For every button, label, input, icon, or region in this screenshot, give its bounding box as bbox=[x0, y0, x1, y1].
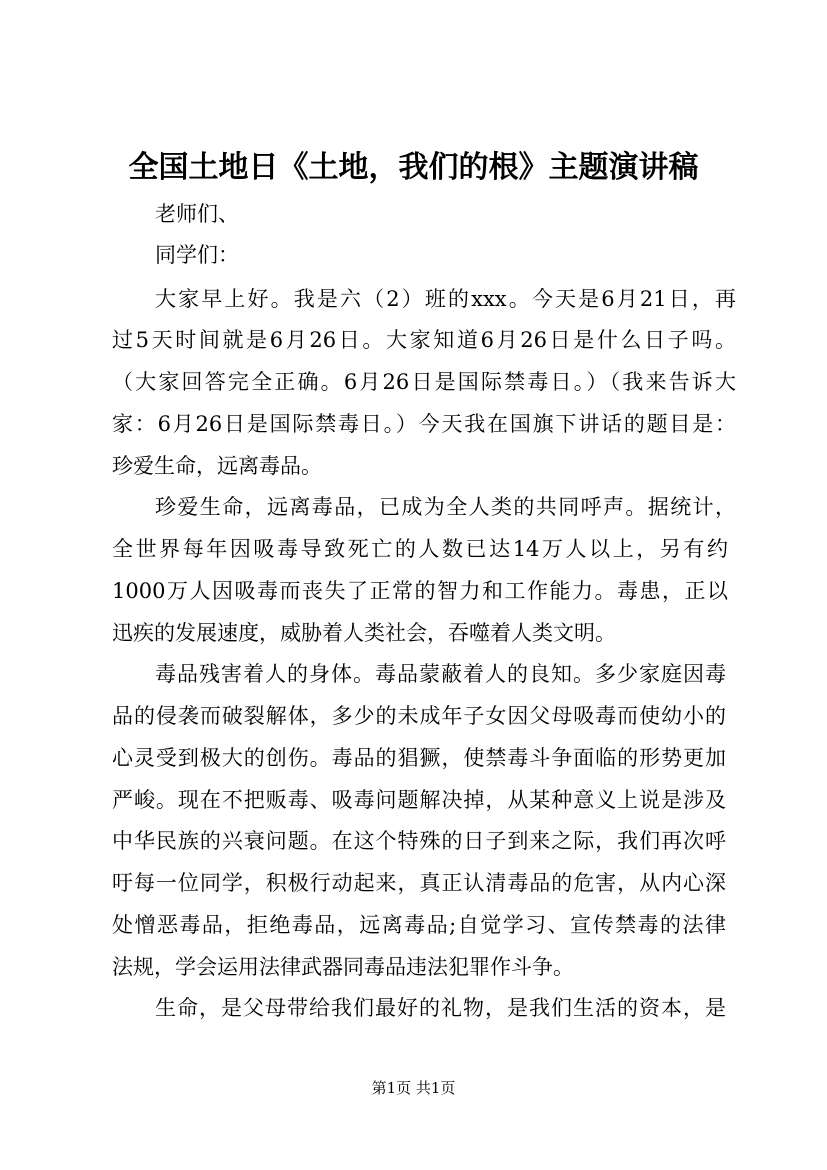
paragraph-line: 心灵受到极大的创伤。毒品的猖獗，使禁毒斗争面临的形势更加 bbox=[112, 746, 726, 770]
paragraph-line: 法规，学会运用法律武器同毒品违法犯罪作斗争。 bbox=[112, 955, 574, 979]
paragraph-line: 大家早上好。我是六（2）班的xxx。今天是6月21日，再 bbox=[155, 287, 736, 311]
document-title: 全国土地日《土地，我们的根》主题演讲稿 bbox=[128, 150, 699, 185]
paragraph-line: 1000万人因吸毒而丧失了正常的智力和工作能力。毒患，正以 bbox=[112, 579, 728, 603]
paragraph-line: （大家回答完全正确。6月26日是国际禁毒日。）（我来告诉大 bbox=[112, 370, 736, 394]
paragraph-line: 生命，是父母带给我们最好的礼物，是我们生活的资本，是 bbox=[155, 996, 726, 1020]
paragraph-line: 处憎恶毒品，拒绝毒品，远离毒品;自觉学习、宣传禁毒的法律 bbox=[112, 913, 726, 937]
paragraph-line: 毒品残害着人的身体。毒品蒙蔽着人的良知。多少家庭因毒 bbox=[155, 662, 726, 686]
page-number-footer: 第1页 共1页 bbox=[371, 1079, 456, 1097]
paragraph-line: 过5天时间就是6月26日。大家知道6月26日是什么日子吗。 bbox=[112, 328, 736, 352]
salutation-students: 同学们： bbox=[155, 243, 239, 267]
paragraph-line: 家：6月26日是国际禁毒日。）今天我在国旗下讲话的题目是： bbox=[112, 412, 736, 436]
salutation-teachers: 老师们、 bbox=[155, 202, 239, 226]
paragraph-line: 严峻。现在不把贩毒、吸毒问题解决掉，从某种意义上说是涉及 bbox=[112, 788, 726, 812]
paragraph-line: 珍爱生命，远离毒品。 bbox=[112, 454, 322, 478]
paragraph-line: 品的侵袭而破裂解体，多少的未成年子女因父母吸毒而使幼小的 bbox=[112, 704, 726, 728]
paragraph-line: 珍爱生命，远离毒品，已成为全人类的共同呼声。据统计， bbox=[155, 495, 736, 519]
paragraph-line: 全世界每年因吸毒导致死亡的人数已达14万人以上，另有约 bbox=[112, 537, 728, 561]
paragraph-line: 中华民族的兴衰问题。在这个特殊的日子到来之际，我们再次呼 bbox=[112, 829, 726, 853]
paragraph-line: 吁每一位同学，积极行动起来，真正认清毒品的危害，从内心深 bbox=[112, 871, 726, 895]
paragraph-line: 迅疾的发展速度，威胁着人类社会，吞噬着人类文明。 bbox=[112, 621, 616, 645]
